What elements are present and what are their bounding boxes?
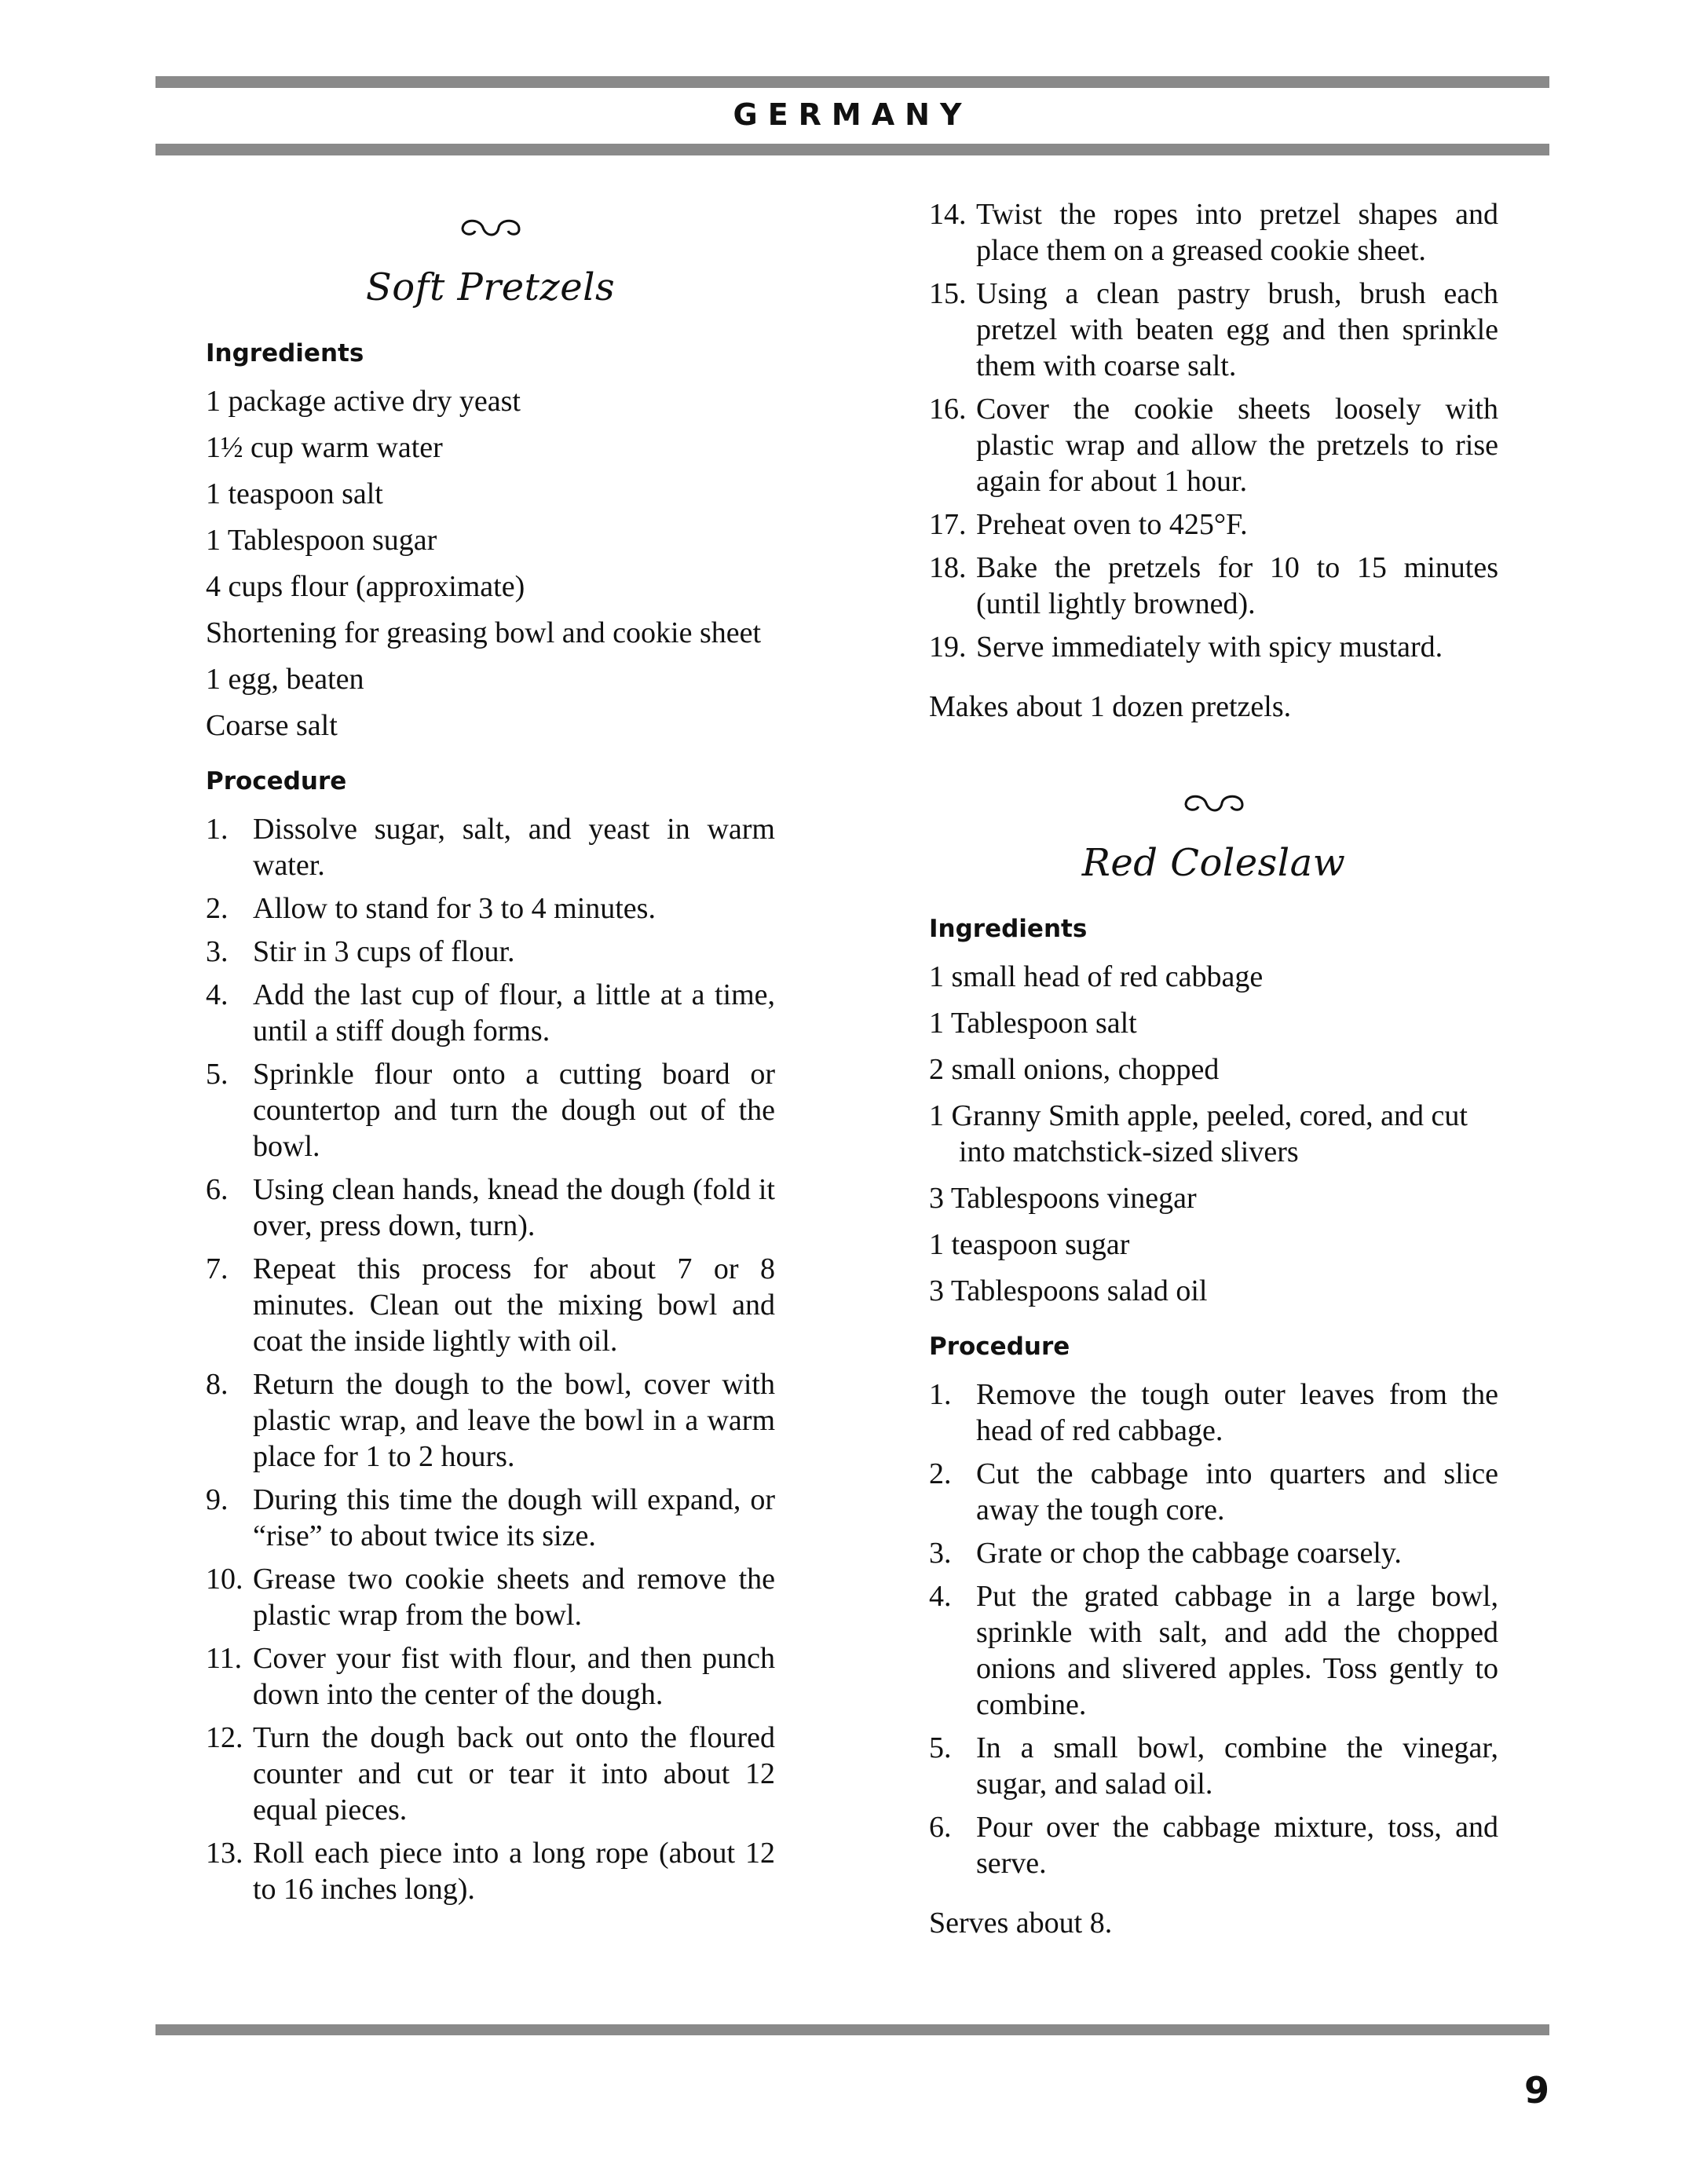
procedure-heading: Procedure xyxy=(929,1333,1070,1361)
procedure-steps-continued xyxy=(929,196,1498,665)
step-text: Cut the cabbage into quarters and slice away the tough core. xyxy=(976,1457,1498,1526)
step-number: 5. xyxy=(929,1731,952,1764)
step-number: 3. xyxy=(206,935,229,968)
ingredient-item: 1 Granny Smith apple, peeled, cored, and cut into matchstick-sized slivers xyxy=(929,1099,1468,1168)
procedure-step xyxy=(206,934,775,970)
ingredients-heading: Ingredients xyxy=(929,915,1088,943)
procedure-step xyxy=(206,1251,775,1359)
step-text: Dissolve sugar, salt, and yeast in warm water. xyxy=(253,813,775,882)
footer-rule xyxy=(155,2024,1549,2035)
step-number: 18. xyxy=(929,551,967,584)
procedure-step xyxy=(929,550,1498,622)
step-number: 1. xyxy=(929,1378,952,1411)
procedure-step xyxy=(929,276,1498,384)
ingredient-item: 1 teaspoon sugar xyxy=(929,1228,1130,1261)
step-number: 11. xyxy=(206,1642,243,1675)
procedure-step xyxy=(929,1578,1498,1723)
step-number: 6. xyxy=(929,1811,952,1844)
ingredient-item: 1 teaspoon salt xyxy=(206,477,383,510)
procedure-step xyxy=(929,1535,1498,1571)
step-text: Stir in 3 cups of flour. xyxy=(253,935,515,968)
procedure-step xyxy=(929,506,1498,543)
procedure-step xyxy=(206,1056,775,1164)
step-text: Turn the dough back out onto the floured counter and cut or tear it into about 12 equal pieces. xyxy=(253,1721,775,1826)
recipe-yield: Makes about 1 dozen pretzels. xyxy=(929,690,1292,723)
procedure-steps xyxy=(929,1376,1498,1881)
step-number: 8. xyxy=(206,1368,229,1401)
ingredient-item: 1 small head of red cabbage xyxy=(929,960,1264,993)
step-text: Pour over the cabbage mixture, toss, and serve. xyxy=(976,1811,1498,1880)
left-column xyxy=(206,196,775,1931)
step-text: Twist the ropes into pretzel shapes and place them on a greased cookie sheet. xyxy=(976,198,1498,267)
ingredient-item: Shortening for greasing bowl and cookie sheet xyxy=(206,616,762,649)
step-number: 5. xyxy=(206,1058,229,1091)
step-number: 7. xyxy=(206,1252,229,1285)
step-text: Remove the tough outer leaves from the head of red cabbage. xyxy=(976,1378,1498,1447)
ingredient-item: 1½ cup warm water xyxy=(206,431,443,464)
procedure-step xyxy=(929,391,1498,499)
procedure-step xyxy=(206,1835,775,1907)
step-number: 6. xyxy=(206,1173,229,1206)
step-text: In a small bowl, combine the vinegar, sugar, and salad oil. xyxy=(976,1731,1498,1801)
right-column xyxy=(929,196,1498,1941)
page-number: 9 xyxy=(1523,2069,1549,2111)
ingredient-item: 1 package active dry yeast xyxy=(206,385,521,418)
step-text: Add the last cup of flour, a little at a time, until a stiff dough forms. xyxy=(253,978,775,1047)
step-text: Grease two cookie sheets and remove the plastic wrap from the bowl. xyxy=(253,1563,775,1632)
step-number: 2. xyxy=(206,892,229,925)
step-text: Repeat this process for about 7 or 8 minutes. Clean out the mixing bowl and coat the inside lightly with oil. xyxy=(253,1252,775,1358)
ingredient-item: 1 egg, beaten xyxy=(206,663,364,696)
procedure-step xyxy=(206,977,775,1049)
ingredient-item: 4 cups flour (approximate) xyxy=(206,570,525,603)
step-text: Using clean hands, knead the dough (fold it over, press down, turn). xyxy=(253,1173,775,1242)
procedure-step xyxy=(206,1366,775,1475)
scroll-flourish-icon xyxy=(459,212,522,243)
procedure-step xyxy=(206,1482,775,1554)
step-number: 4. xyxy=(929,1580,952,1613)
procedure-step xyxy=(206,811,775,883)
procedure-step xyxy=(206,1172,775,1244)
procedure-step xyxy=(929,629,1498,665)
recipe-title: Soft Pretzels xyxy=(365,265,616,309)
ingredient-item: 2 small onions, chopped xyxy=(929,1053,1220,1086)
step-number: 17. xyxy=(929,508,967,541)
ingredient-item: Coarse salt xyxy=(206,709,338,742)
ingredients-list xyxy=(929,959,1498,1309)
ingredient-item: 3 Tablespoons salad oil xyxy=(929,1274,1208,1307)
step-number: 3. xyxy=(929,1537,952,1570)
step-text: Grate or chop the cabbage coarsely. xyxy=(976,1537,1402,1570)
step-number: 14. xyxy=(929,198,967,231)
procedure-step xyxy=(206,1640,775,1713)
ingredient-item: 1 Tablespoon salt xyxy=(929,1007,1137,1040)
step-number: 15. xyxy=(929,277,967,310)
step-number: 4. xyxy=(206,978,229,1011)
step-text: Cover the cookie sheets loosely with plastic wrap and allow the pretzels to rise again for about 1 hour. xyxy=(976,393,1498,498)
step-number: 10. xyxy=(206,1563,243,1596)
procedure-steps xyxy=(206,811,775,1907)
step-number: 1. xyxy=(206,813,229,846)
step-text: Put the grated cabbage in a large bowl, sprinkle with salt, and add the chopped onions and slivered apples. Toss gently to combine. xyxy=(976,1580,1498,1721)
header-rule-top xyxy=(155,76,1549,88)
step-number: 2. xyxy=(929,1457,952,1490)
ingredients-heading: Ingredients xyxy=(206,339,364,367)
step-text: During this time the dough will expand, or “rise” to about twice its size. xyxy=(253,1483,775,1552)
procedure-step xyxy=(206,1720,775,1828)
step-text: Roll each piece into a long rope (about 12 to 16 inches long). xyxy=(253,1837,775,1906)
step-number: 16. xyxy=(929,393,967,426)
procedure-step xyxy=(206,890,775,927)
step-text: Preheat oven to 425°F. xyxy=(976,508,1248,541)
scroll-flourish-icon xyxy=(1183,788,1245,819)
step-number: 13. xyxy=(206,1837,243,1870)
step-text: Return the dough to the bowl, cover with plastic wrap, and leave the bowl in a warm place for 1 to 2 hours. xyxy=(253,1368,775,1473)
procedure-step xyxy=(929,1730,1498,1802)
step-text: Cover your fist with flour, and then punch down into the center of the dough. xyxy=(253,1642,775,1711)
step-number: 9. xyxy=(206,1483,229,1516)
chapter-header: GERMANY xyxy=(733,97,972,132)
procedure-heading: Procedure xyxy=(206,767,347,795)
step-text: Serve immediately with spicy mustard. xyxy=(976,631,1443,664)
step-text: Using a clean pastry brush, brush each pretzel with beaten egg and then sprinkle them with coarse salt. xyxy=(976,277,1498,382)
recipe-yield: Serves about 8. xyxy=(929,1907,1113,1940)
step-text: Allow to stand for 3 to 4 minutes. xyxy=(253,892,656,925)
procedure-step xyxy=(929,1456,1498,1528)
ingredient-item: 3 Tablespoons vinegar xyxy=(929,1182,1197,1215)
procedure-step xyxy=(929,1809,1498,1881)
ingredient-item: 1 Tablespoon sugar xyxy=(206,524,437,557)
ingredients-list xyxy=(206,383,775,744)
procedure-step xyxy=(929,1376,1498,1449)
header-rule-bottom xyxy=(155,144,1549,155)
step-number: 12. xyxy=(206,1721,243,1754)
step-text: Bake the pretzels for 10 to 15 minutes (until lightly browned). xyxy=(976,551,1498,620)
step-number: 19. xyxy=(929,631,967,664)
recipe-title: Red Coleslaw xyxy=(1081,841,1346,885)
procedure-step xyxy=(206,1561,775,1633)
procedure-step xyxy=(929,196,1498,269)
step-text: Sprinkle flour onto a cutting board or countertop and turn the dough out of the bowl. xyxy=(253,1058,775,1163)
